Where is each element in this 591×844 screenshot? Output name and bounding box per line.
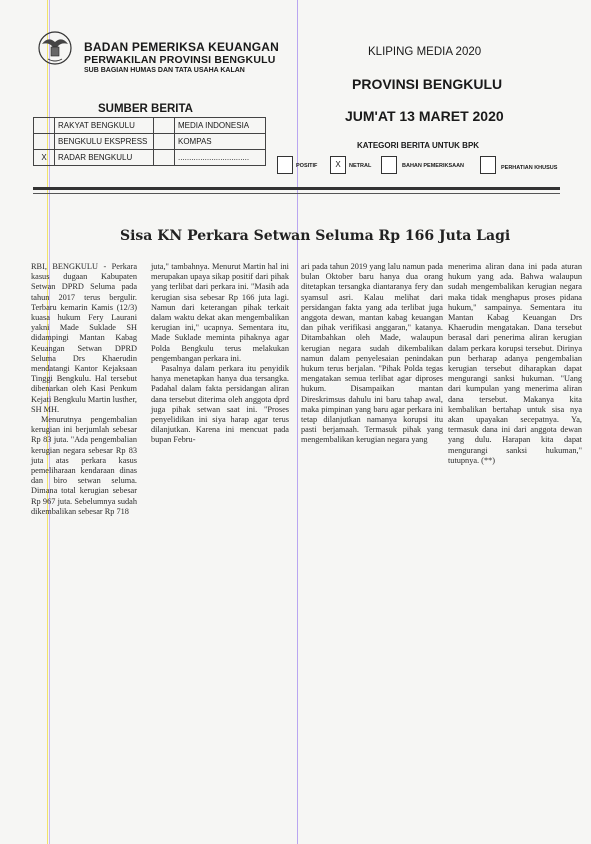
category-label: NETRAL [349,163,372,169]
source-name: KOMPAS [175,134,266,150]
org-subdivision: SUB BAGIAN HUMAS DAN TATA USAHA KALAN [84,67,245,74]
province-title: PROVINSI BENGKULU [352,76,503,92]
source-checkbox [154,118,175,134]
category-checkbox [277,156,293,174]
table-row [34,118,266,134]
source-checkbox [34,118,55,134]
article-paragraph: RBI, BENGKULU - Perkara kasus dugaan Kabupaten Setwan DPRD Seluma pada tahun 2017 terus bergulir. Terbaru kemarin Kamis (12/3) kuasa hukum Fery Laurani yakni Made Suklade SH didampingi Mantan Kabag Keuangan Setwan DPRD Seluma Drs Khaerudin mendatangi Kantor Kejaksaan Tinggi Bengkulu. Hal tersebut dibenarkan oleh Kasi Penkum Kejati Bengkulu Martin lusther, SH MH. [31,262,137,414]
category-label: BAHAN PEMERIKSAAN [402,163,465,169]
sources-table [33,117,266,166]
article-column [151,262,289,446]
source-name: MEDIA INDONESIA [175,118,266,134]
category-title: KATEGORI BERITA UNTUK BPK [357,141,480,150]
article-paragraph: juta," tambahnya. Menurut Martin hal ini merupakan upaya sikap positif dari pihak yang terlibat dari perkara ini. "Masih ada kerugian sisa sebesar Rp 166 juta lagi. Namun dari keterangan pihak terkait dalam waktu dekat akan mengembalikan kerugian ini," ucapnya. Sementara itu, Made Suklade meminta pihaknya agar Polda Bengkulu terus melakukan pengembangan perkara ini. [151,262,289,363]
kliping-title: KLIPING MEDIA 2020 [368,46,482,58]
org-branch: PERWAKILAN PROVINSI BENGKULU [84,54,276,66]
source-checkbox [154,150,175,166]
article-paragraph: Menurutnya pengembalian kerugian ini berjumlah sebesar Rp 83 juta. "Ada pengembalian kerugian negara sebesar Rp 83 juta atas perkara kasus pemeliharaan kendaraan dinas dan biro setwan seluma. Dimana total kerugian sebesar Rp 967 juta. Sebelumnya sudah dikembalikan sebesar Rp 718 [31,415,137,516]
category-checkbox [381,156,397,174]
category-checkbox [480,156,496,174]
table-row [34,150,266,166]
scan-line-purple [297,0,298,844]
org-name: BADAN PEMERIKSA KEUANGAN [84,40,280,54]
source-checkbox: X [34,150,55,166]
source-name: RADAR BENGKULU [55,150,154,166]
source-name: ................................ [175,150,266,166]
article-column [31,262,137,517]
table-row [34,134,266,150]
category-label: PERHATIAN KHUSUS [501,165,558,171]
garuda-emblem-icon [36,30,74,66]
publish-date: JUM'AT 13 MARET 2020 [345,108,504,124]
article-column [448,262,582,466]
sources-title: SUMBER BERITA [98,103,193,115]
article-headline: Sisa KN Perkara Setwan Seluma Rp 166 Juta Lagi [120,228,511,244]
source-name: BENGKULU EKSPRESS [55,134,154,150]
divider [33,187,560,190]
article-paragraph: menerima aliran dana ini pada aturan hukum yang ada. Bahwa walaupun sudah mengembalikan kerugian negara maka tidak menghapus proses pidana hukum," sampainya. Sementara itu Mantan Kabag Keuangan Drs Khaerudin mengatakan. Dana tersebut berasal dari penerima aliran kerugian dalam perkara korupsi tersebut. Dirinya pun berharap adanya pengembalian kerugian tersebut diharapkan dapat mengurangi sanksi hukuman. "Uang dari kumpulan yang menerima aliran dana tersebut. Makanya kita kembalikan bertahap untuk sisa nya akan upayakan secepatnya. Ya, termasuk dana ini dari anggota dewan yang dulu. Harapan kita dapat mengurangi sanksi hukuman," tutupnya. (**) [448,262,582,465]
source-name: RAKYAT BENGKULU [55,118,154,134]
article-column [301,262,443,446]
source-checkbox [154,134,175,150]
category-label: POSITIF [296,163,318,169]
category-checkbox: X [330,156,346,174]
article-paragraph: ari pada tahun 2019 yang lalu namun pada bulan Oktober baru hanya dua orang ditetapkan tersangka diantaranya fery dan syamsul asri. Kalau melihat dari persidangan fakta yang ada terlibat juga anggota dewan, mantan kabag keuangan dan pihak verifikasi anggaran," katanya. Ditambahkan oleh Made, walaupun kerugian negara sudah dikembalikan namun dalam penyelesaian penindakan hukum terus berjalan. "Pihak Polda tegas mengatakan semua terlibat agar diproses hukum. Disampaikan mantan Direskrimsus dahulu ini baru tahap awal, maka pimpinan yang baru agar perkara ini tetap dilanjutkan namanya korupsi itu pasti berjamaah. Termasuk pihak yang mengembalikan kerugian negara yang [301,262,443,445]
divider [33,193,560,194]
source-checkbox [34,134,55,150]
article-paragraph: Pasalnya dalam perkara itu penyidik hanya menetapkan hanya dua tersangka. Padahal dalam fakta persidangan aliran dana tersebut diterima oleh anggota dprd juga pihak setwan saat ini. "Proses penyelidikan ini siya harap agar terus dilanjutkan. Karena ini mencuat pada bupan Febru- [151,364,289,445]
